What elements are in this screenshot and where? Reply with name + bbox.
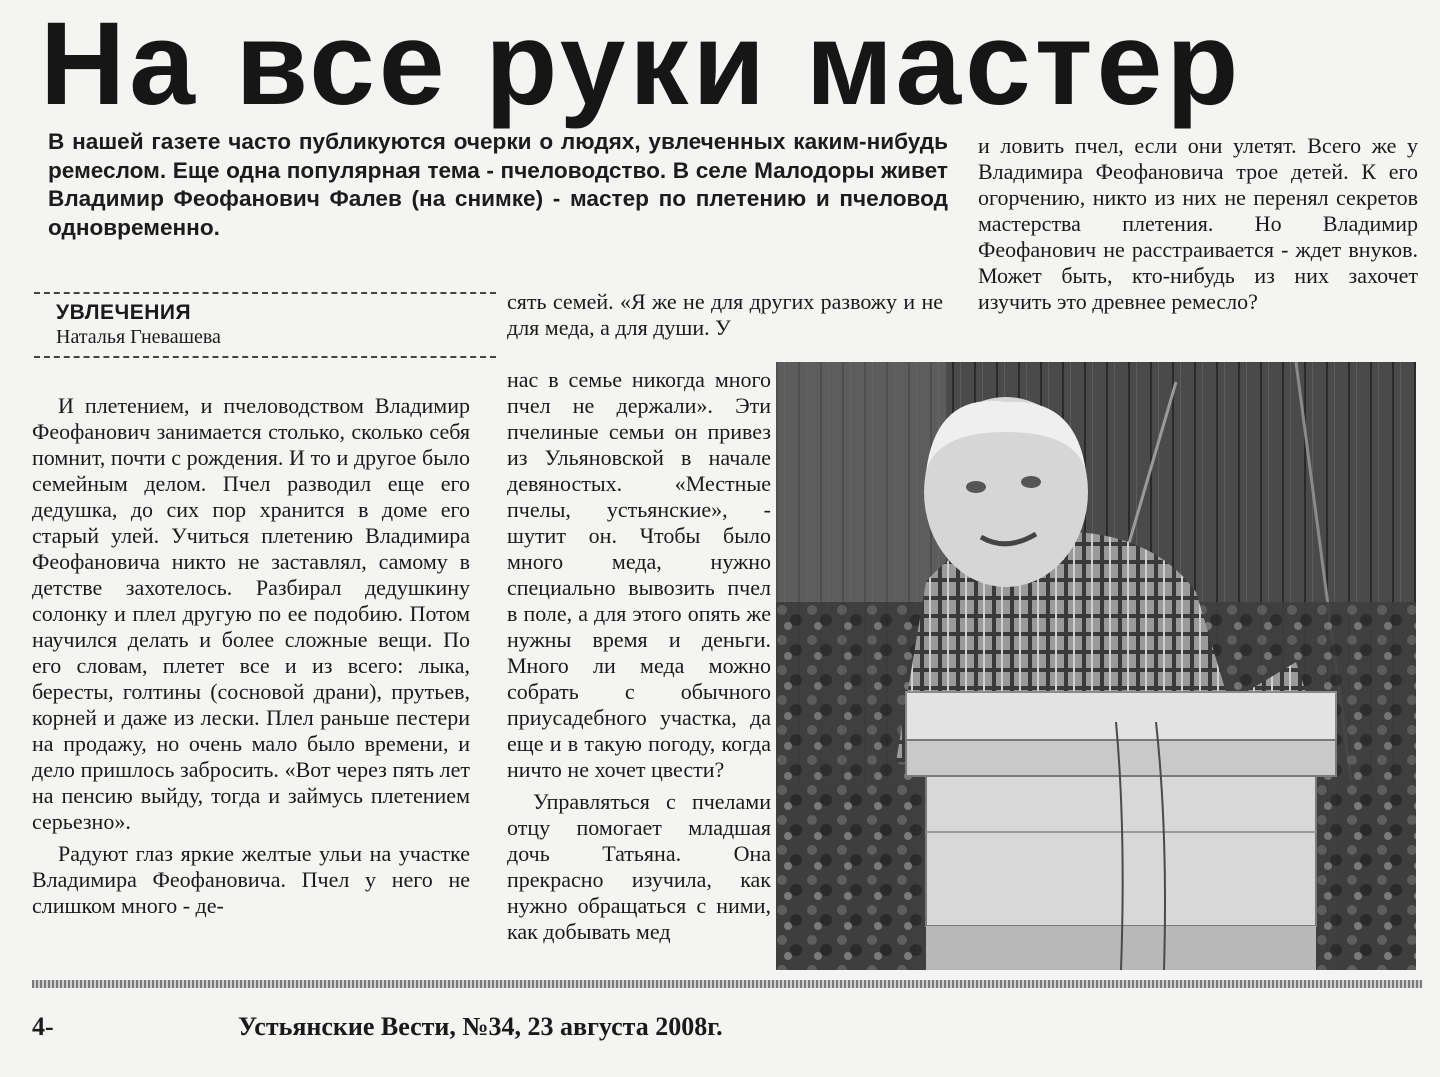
page-number: 4- — [32, 1012, 54, 1041]
rubric-block — [34, 292, 496, 358]
publication-info: Устьянские Вести, №34, 23 августа 2008г. — [238, 1012, 723, 1041]
footer-rule — [32, 980, 1422, 988]
photo-illustration — [776, 362, 1416, 970]
beekeeper-photo — [776, 362, 1416, 970]
paragraph: И плетением, и пчеловодством Владимир Феофанович занимается столько, сколько себя помнит, почти с рождения. И то и другое было семейным делом. Пчел разводил еще его дедушка, до сих пор хранится в доме его старый улей. Учиться плетению Владимира Феофановича никто не заставлял, самому в детстве захотелось. Разбирал дедушкину солонку и плел другую по ее подобию. Потом научился делать и более сложные вещи. По его словам, плетет все и из всего: лыка, бересты, голтины (сосновой драни), прутьев, корней и даже из лески. Плел раньше пестери на продажу, но очень мало было времени, и дело пришлось забросить. «Вот через пять лет на пенсию выйду, тогда и займусь плетением серьезно». — [32, 393, 470, 834]
paragraph: и ловить пчел, если они улетят. Всего же у Владимира Феофановича трое детей. К его огорчению, никто из них не перенял секретов мастерства плетения. Но Владимир Феофанович не расстраивается - ждет внуков. Может быть, кто-нибудь из них захочет изучить это древнее ремесло? — [978, 133, 1418, 314]
lead-paragraph: В нашей газете часто публикуются очерки о людях, увлеченных каким-нибудь ремеслом. Еще одна популярная тема - пчеловодство. В селе Малодоры живет Владимир Феофанович Фалев (на снимке) - мастер по плетению и пчеловод одновременно. — [48, 129, 948, 240]
article-column-2 — [507, 367, 771, 945]
article-column-2-top — [507, 289, 943, 341]
paragraph: Управляться с пчелами отцу помогает младшая дочь Татьяна. Она прекрасно изучила, как нужно обращаться с ними, как добывать мед — [507, 789, 771, 944]
paragraph: нас в семье никогда много пчел не держали». Эти пчелиные семьи он привез из Ульяновской в начале девяностых. «Местные пчелы, устьянские», - шутит он. Чтобы было много меда, нужно специально вывозить пчел в поле, а для этого опять же нужны время и деньги. Много ли меда можно собрать с обычного приусадебного участка, да еще и в такую погоду, когда ничто не хочет цвести? — [507, 367, 771, 782]
article-column-1 — [32, 393, 470, 919]
article-column-3 — [978, 133, 1418, 315]
headline: На все руки мастер — [40, 0, 1243, 130]
rubric-title: УВЛЕЧЕНИЯ — [56, 301, 192, 324]
paragraph: сять семей. «Я же не для других развожу и не для меда, а для души. У — [507, 289, 943, 340]
paragraph: Радуют глаз яркие желтые ульи на участке Владимира Феофановича. Пчел у него не слишком много - де- — [32, 841, 470, 918]
author-byline: Наталья Гневашева — [56, 326, 221, 348]
